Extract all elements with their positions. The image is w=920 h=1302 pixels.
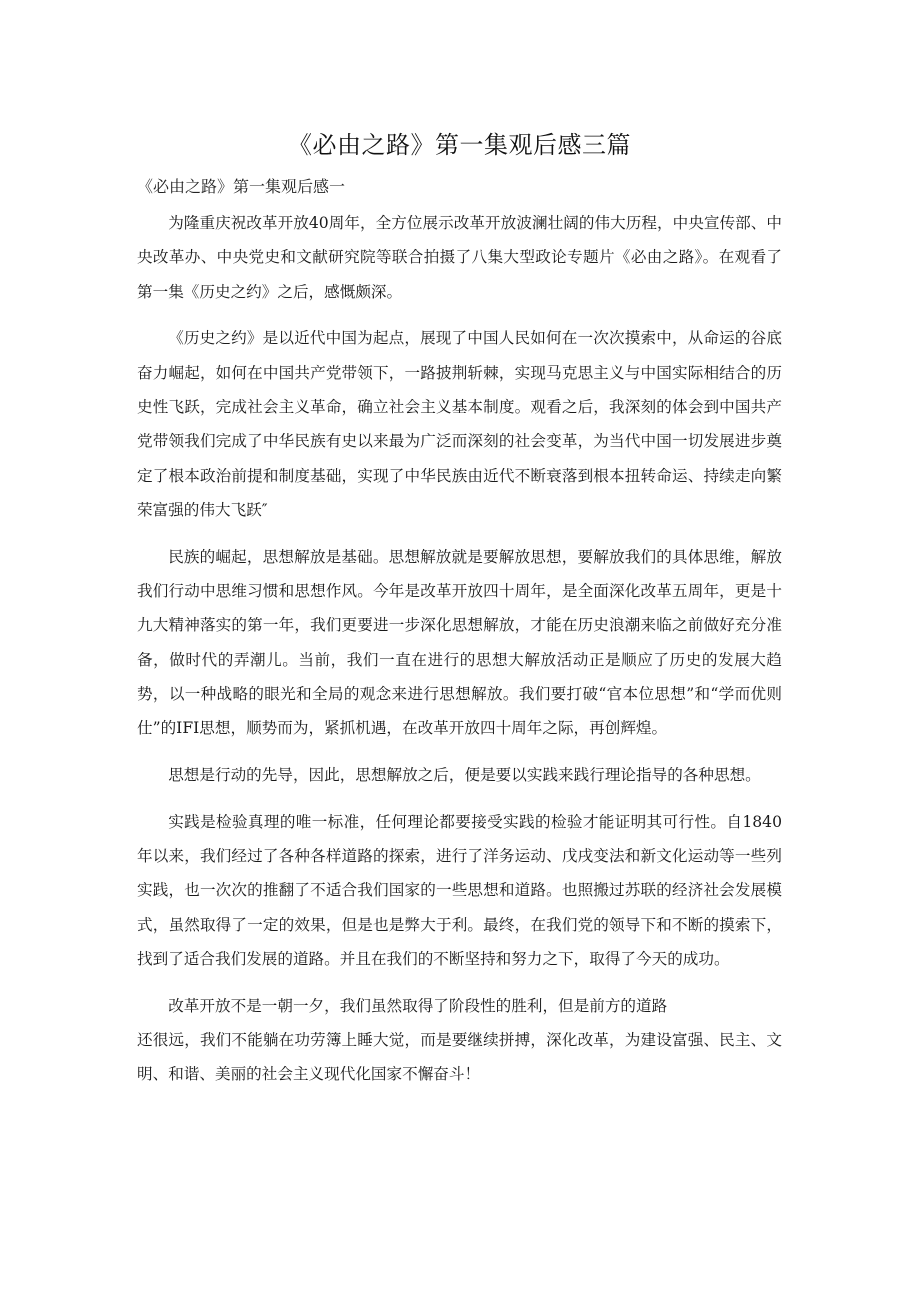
paragraph-1: 为隆重庆祝改革开放40周年，全方位展示改革开放波澜壮阔的伟大历程，中央宣传部、中央改革办、中央党史和文献研究院等联合拍摄了八集大型政论专题片《必由之路》。在观看了第一集《历史之约》之后，感慨颇深。 bbox=[137, 214, 782, 301]
section-heading: 《必由之路》第一集观后感一 bbox=[137, 177, 346, 196]
paragraph-7: 还很远，我们不能躺在功劳簿上睡大觉，而是要继续拼搏，深化改革，为建设富强、民主、文明、和谐、美丽的社会主义现代化国家不懈奋斗！ bbox=[137, 1031, 782, 1084]
paragraph-4: 思想是行动的先导，因此，思想解放之后，便是要以实践来践行理论指导的各种思想。 bbox=[168, 765, 761, 784]
paragraph-6: 改革开放不是一朝一夕，我们虽然取得了阶段性的胜利，但是前方的道路 bbox=[168, 996, 668, 1015]
document-body bbox=[137, 206, 782, 1104]
paragraph-2: 《历史之约》是以近代中国为起点，展现了中国人民如何在一次次摸索中，从命运的谷底奋力崛起，如何在中国共产党带领下，一路披荆斩棘，实现马克思主义与中国实际相结合的历史性飞跃，完成社会主义革命，确立社会主义基本制度。观看之后，我深刻的体会到中国共产党带领我们完成了中华民族有史以来最为广泛而深刻的社会变革，为当代中国一切发展进步奠定了根本政治前提和制度基础，实现了中华民族由近代不断衰落到根本扭转命运、持续走向繁荣富强的伟大飞跃″ bbox=[137, 329, 782, 519]
paragraph-3: 民族的崛起，思想解放是基础。思想解放就是要解放思想，要解放我们的具体思维，解放我们行动中思维习惯和思想作风。今年是改革开放四十周年，是全面深化改革五周年，更是十九大精神落实的第一年，我们更要进一步深化思想解放，才能在历史浪潮来临之前做好充分准备，做时代的弄潮儿。当前，我们一直在进行的思想大解放活动正是顺应了历史的发展大趋势，以一种战略的眼光和全局的观念来进行思想解放。我们要打破“官本位思想”和“学而优则仕”的IFI思想，顺势而为，紧抓机遇，在改革开放四十周年之际，再创辉煌。 bbox=[137, 547, 782, 738]
document-title: 《必由之路》第一集观后感三篇 bbox=[288, 131, 631, 159]
paragraph-5: 实践是检验真理的唯一标准，任何理论都要接受实践的检验才能证明其可行性。自1840年以来，我们经过了各种各样道路的探索，进行了洋务运动、戊戌变法和新文化运动等一些列实践，也一次次的推翻了不适合我们国家的一些思想和道路。也照搬过苏联的经济社会发展模式，虽然取得了一定的效果，但是也是弊大于利。最终，在我们党的领导下和不断的摸索下，找到了适合我们发展的道路。并且在我们的不断坚持和努力之下，取得了今天的成功。 bbox=[137, 812, 782, 968]
